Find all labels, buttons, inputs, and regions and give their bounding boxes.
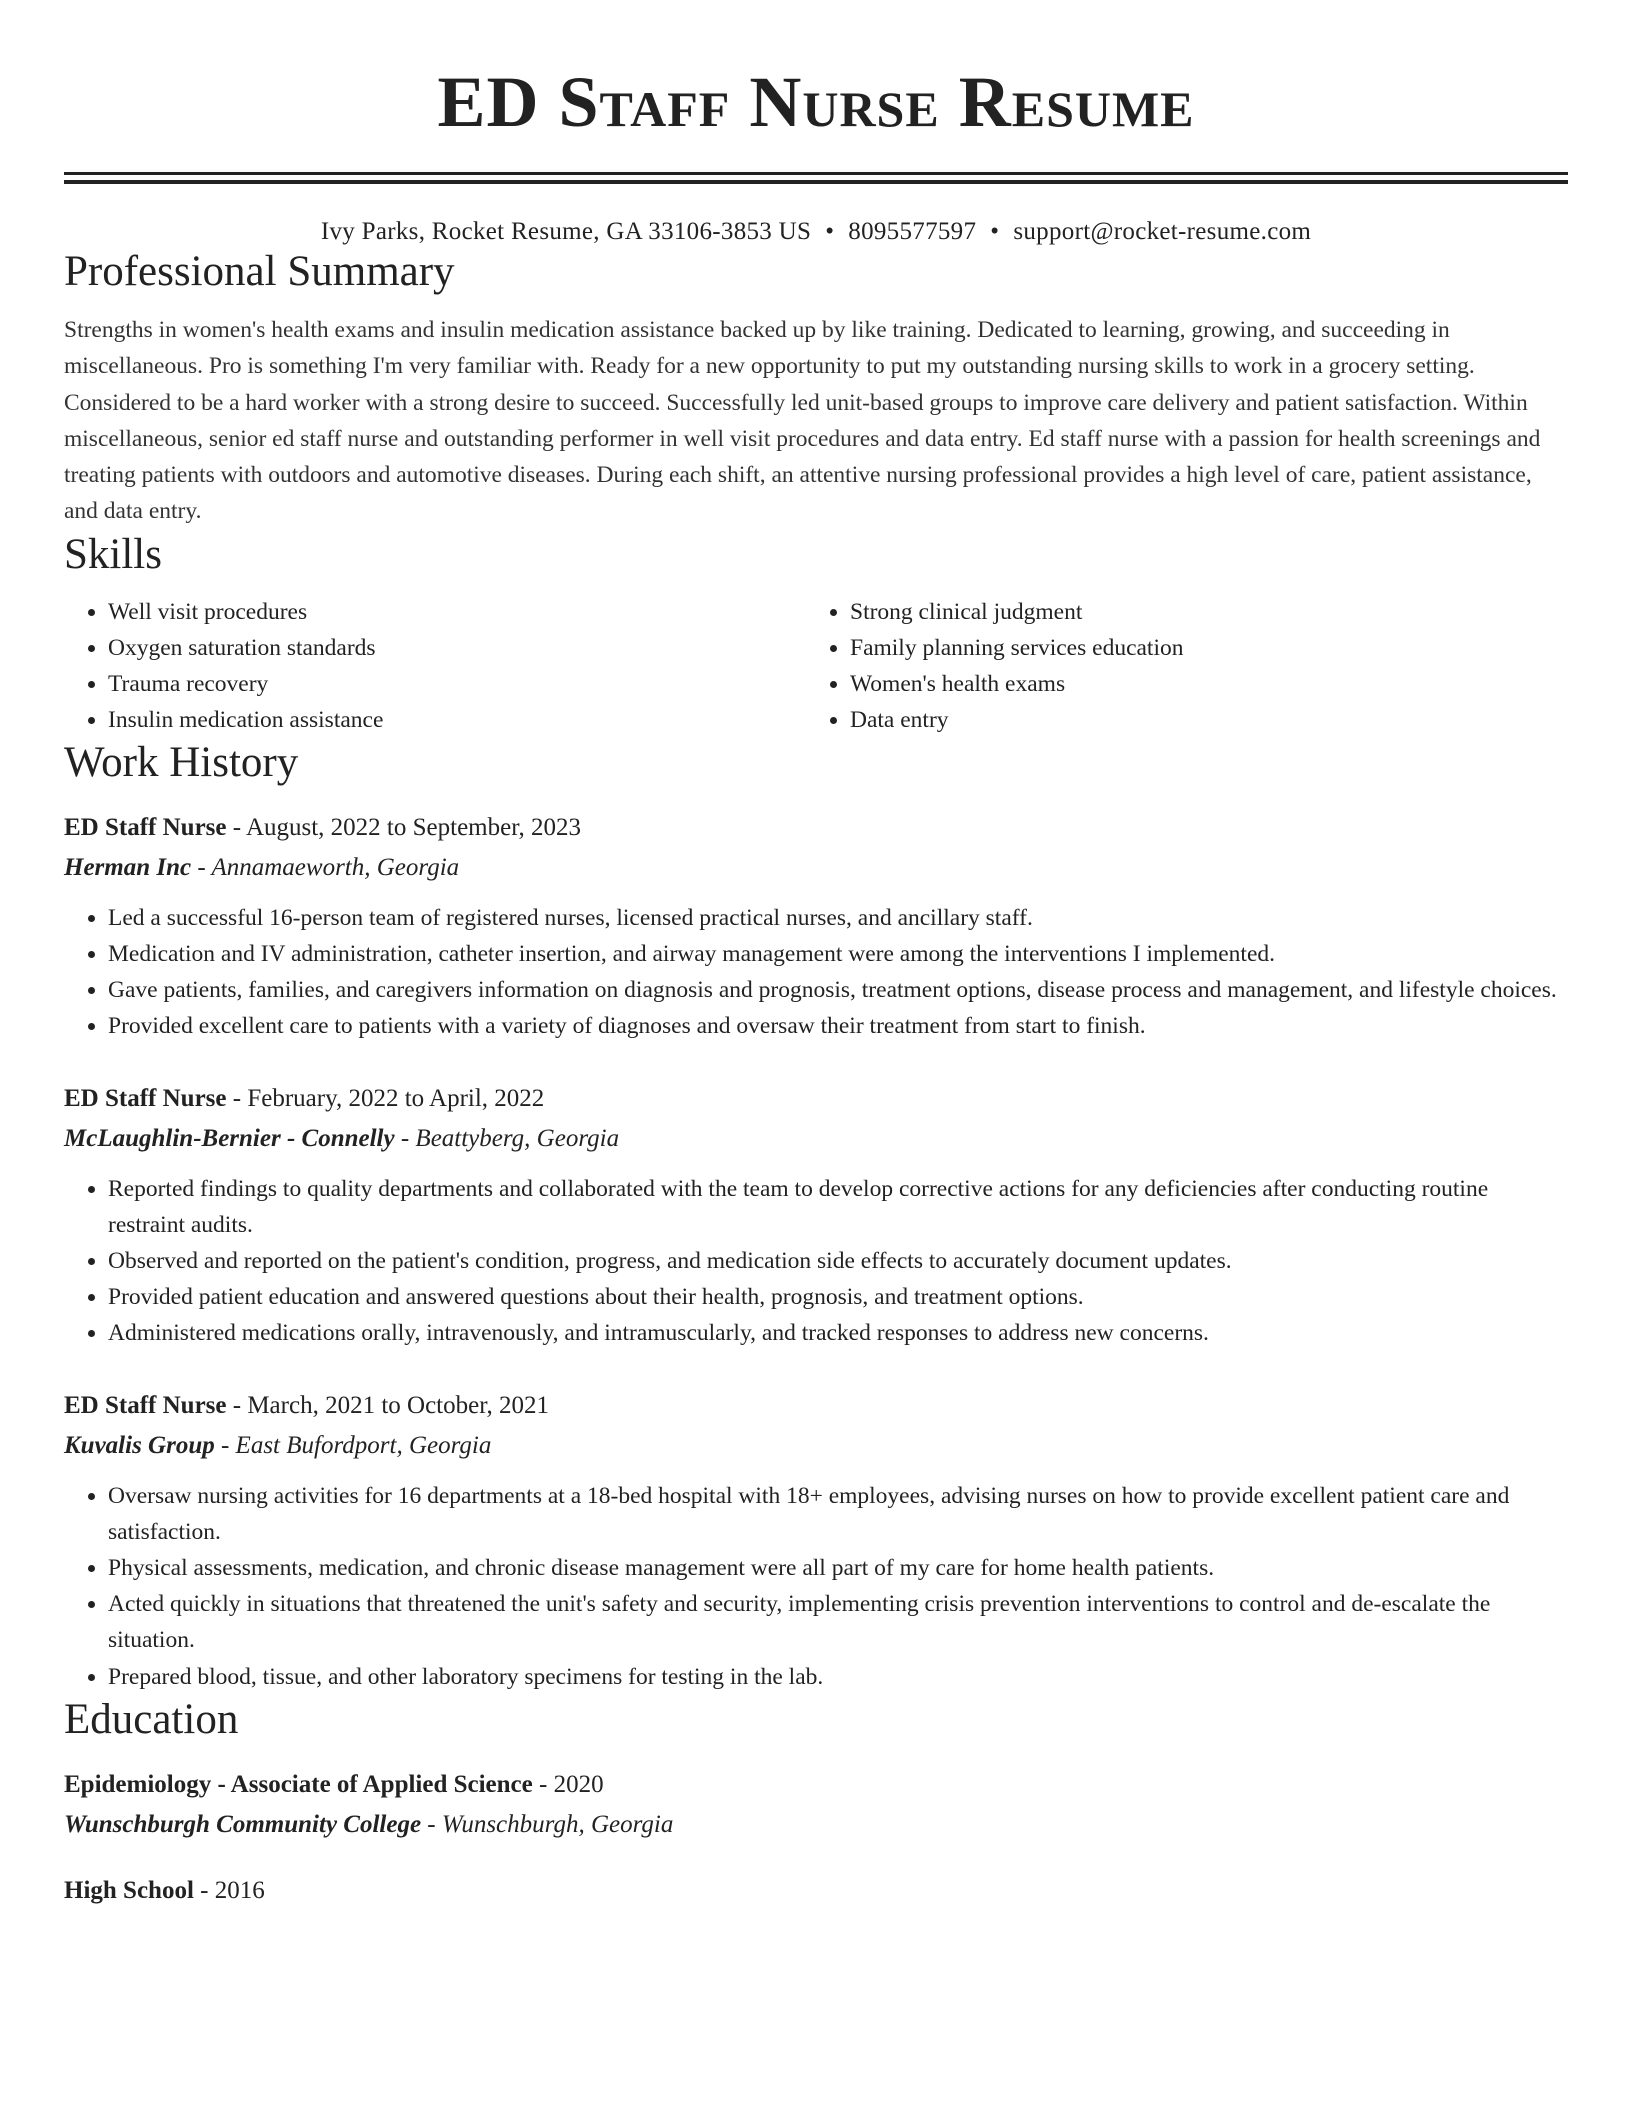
contact-email: support@rocket-resume.com — [1013, 218, 1312, 245]
summary-text: Strengths in women's health exams and insulin medication assistance backed up by like training. Dedicated to learning, growing, and succeeding in miscellaneous. Pro is something I'm very familiar with. Ready for a new opportunity to put my outstanding nursing skills to work in a grocery setting. Considered to be a hard worker with a strong desire to succeed. Successfully led unit-based groups to improve care delivery and patient satisfaction. Within miscellaneous, senior ed staff nurse and outstanding performer in well visit procedures and data entry. Ed staff nurse with a passion for health screenings and treating patients with outdoors and automotive diseases. During each shift, an attentive nursing professional provides a high level of care, patient assistance, and data entry. — [64, 317, 1541, 525]
title-double-rule — [64, 172, 1568, 184]
job-title: ED Staff Nurse — [64, 1391, 227, 1419]
job-title-line — [64, 1386, 1568, 1426]
degree-year: - 2016 — [193, 1876, 265, 1904]
employer-location: - Annamaeworth, Georgia — [191, 853, 460, 881]
skill-item: • Data entry — [850, 702, 1548, 738]
skills-list-left — [64, 594, 806, 738]
employer-location: - East Bufordport, Georgia — [214, 1431, 492, 1459]
contact-separator: • — [990, 218, 1000, 245]
degree-line — [64, 1871, 1568, 1911]
resume-page — [64, 0, 1568, 1911]
job-dates: - August, 2022 to September, 2023 — [226, 813, 582, 841]
job-bullet: • Oversaw nursing activities for 16 departments at a 18-bed hospital with 18+ employees, advising nurses on how to provide excellent patient care and satisfaction. — [108, 1478, 1568, 1550]
skill-item: • Oxygen saturation standards — [108, 630, 806, 666]
job-bullet: • Provided patient education and answered questions about their health, prognosis, and treatment options. — [108, 1279, 1568, 1315]
work-history-heading: Work History — [64, 738, 299, 786]
employer-line — [64, 1426, 1568, 1466]
education-entry — [64, 1765, 1568, 1845]
job-dates: - March, 2021 to October, 2021 — [226, 1391, 550, 1419]
employer-name: Kuvalis Group — [64, 1431, 215, 1459]
job-title-line — [64, 1079, 1568, 1119]
employer-location: - Beattyberg, Georgia — [394, 1124, 620, 1152]
summary-heading: Professional Summary — [64, 248, 455, 295]
employer-name: McLaughlin-Bernier - Connelly — [64, 1124, 395, 1152]
job-bullet: • Led a successful 16-person team of registered nurses, licensed practical nurses, and ancillary staff. — [108, 900, 1568, 936]
job-entry — [64, 808, 1568, 1045]
employer-line — [64, 1119, 1568, 1159]
degree-year: - 2020 — [532, 1770, 604, 1798]
job-title-line — [64, 808, 1568, 848]
contact-phone: 8095577597 — [848, 218, 977, 245]
resume-title: ED Staff Nurse Resume — [437, 62, 1195, 142]
job-bullet: • Provided excellent care to patients with a variety of diagnoses and oversaw their treatment from start to finish. — [108, 1008, 1568, 1044]
education-entry — [64, 1871, 1568, 1911]
skill-item: • Insulin medication assistance — [108, 702, 806, 738]
skills-columns — [64, 594, 1568, 738]
skill-item: • Well visit procedures — [108, 594, 806, 630]
job-bullet: • Acted quickly in situations that threatened the unit's safety and security, implementing crisis prevention interventions to control and de-escalate the situation. — [108, 1586, 1568, 1658]
contact-separator: • — [825, 218, 835, 245]
job-title: ED Staff Nurse — [64, 1084, 227, 1112]
skill-item: • Trauma recovery — [108, 666, 806, 702]
job-bullet: • Prepared blood, tissue, and other laboratory specimens for testing in the lab. — [108, 1659, 1568, 1695]
job-dates: - February, 2022 to April, 2022 — [226, 1084, 545, 1112]
job-bullet: • Medication and IV administration, catheter insertion, and airway management were among the interventions I implemented. — [108, 936, 1568, 972]
school-name: Wunschburgh Community College — [64, 1810, 422, 1838]
school-location: - Wunschburgh, Georgia — [421, 1810, 674, 1838]
job-entry — [64, 1079, 1568, 1352]
employer-line — [64, 848, 1568, 888]
skill-item: • Women's health exams — [850, 666, 1548, 702]
contact-line — [64, 217, 1568, 247]
job-entry — [64, 1386, 1568, 1695]
job-bullets — [64, 1478, 1568, 1695]
employer-name: Herman Inc — [64, 853, 192, 881]
education-heading: Education — [64, 1695, 239, 1743]
job-bullet: • Physical assessments, medication, and chronic disease management were all part of my care for home health patients. — [108, 1550, 1568, 1586]
job-bullets — [64, 1171, 1568, 1352]
job-bullet: • Administered medications orally, intravenously, and intramuscularly, and tracked responses to address new concerns. — [108, 1315, 1568, 1351]
degree-name: Epidemiology - Associate of Applied Science — [64, 1770, 533, 1798]
job-bullet: • Observed and reported on the patient's condition, progress, and medication side effects to accurately document updates. — [108, 1243, 1568, 1279]
degree-name: High School — [64, 1876, 194, 1904]
job-bullets — [64, 900, 1568, 1045]
job-bullet: • Reported findings to quality departments and collaborated with the team to develop corrective actions for any deficiencies after conducting routine restraint audits. — [108, 1171, 1568, 1243]
skill-item: • Strong clinical judgment — [850, 594, 1548, 630]
skill-item: • Family planning services education — [850, 630, 1548, 666]
degree-line — [64, 1765, 1568, 1805]
contact-address: Ivy Parks, Rocket Resume, GA 33106-3853 US — [320, 218, 812, 245]
skills-list-right — [806, 594, 1548, 738]
job-title: ED Staff Nurse — [64, 813, 227, 841]
school-line — [64, 1805, 1568, 1845]
job-bullet: • Gave patients, families, and caregivers information on diagnosis and prognosis, treatment options, disease process and management, and lifestyle choices. — [108, 972, 1568, 1008]
skills-heading: Skills — [64, 530, 162, 578]
